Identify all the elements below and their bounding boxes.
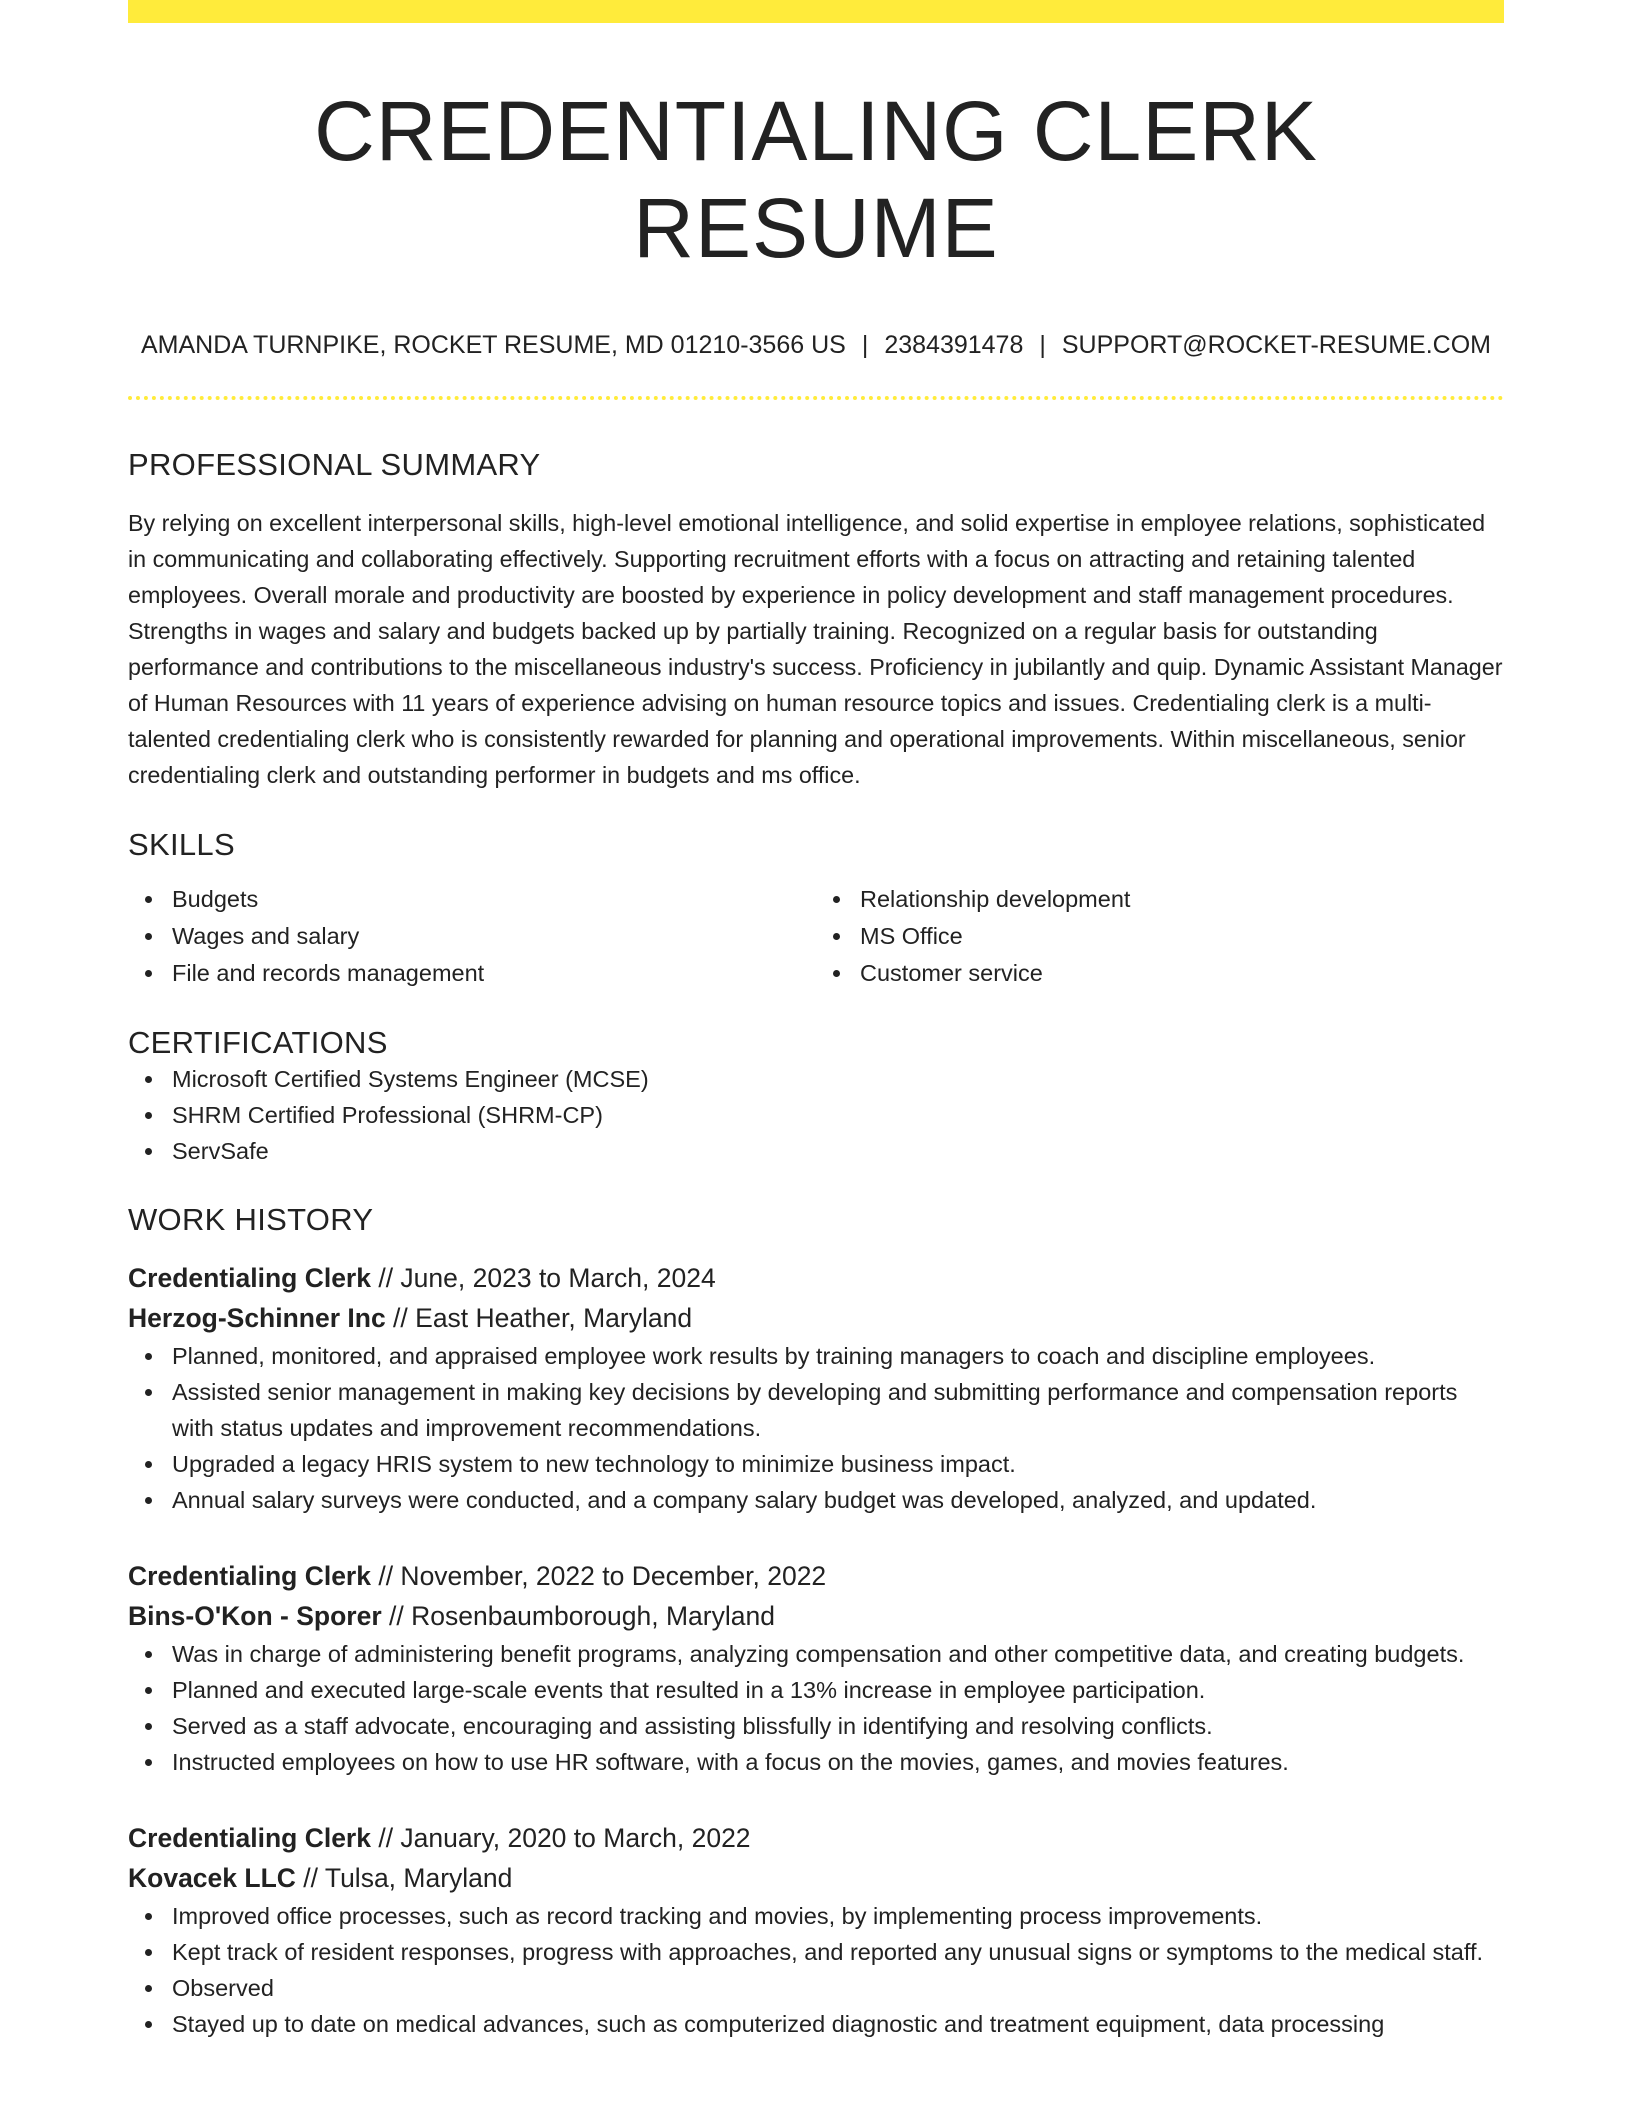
- skill-item: Wages and salary: [128, 918, 816, 955]
- job-duty-item: Stayed up to date on medical advances, such as computerized diagnostic and treatment equipment, data processing: [128, 2006, 1504, 2042]
- job-dates: // November, 2022 to December, 2022: [370, 1560, 827, 1591]
- job-company-line: [128, 1298, 1504, 1338]
- certification-item: SHRM Certified Professional (SHRM-CP): [128, 1097, 1504, 1133]
- skill-item: Budgets: [128, 881, 816, 918]
- work-history-heading: WORK HISTORY: [128, 1201, 374, 1237]
- job-duties: [128, 1898, 1504, 2042]
- dotted-divider: [128, 396, 1504, 400]
- contact-email: SUPPORT@ROCKET-RESUME.COM: [1061, 331, 1492, 360]
- skills-list: [128, 881, 1504, 992]
- contact-address: AMANDA TURNPIKE, ROCKET RESUME, MD 01210-3566 US: [140, 331, 846, 360]
- skill-item: Customer service: [816, 955, 1504, 992]
- job-dates: // June, 2023 to March, 2024: [370, 1262, 716, 1293]
- resume-page: [128, 0, 1504, 2042]
- page-title: CREDENTIALING CLERK RESUME: [314, 84, 1318, 275]
- job-company-line: [128, 1858, 1504, 1898]
- certification-item: Microsoft Certified Systems Engineer (MCSE): [128, 1061, 1504, 1097]
- job-location: // East Heather, Maryland: [385, 1302, 693, 1333]
- skill-item: File and records management: [128, 955, 816, 992]
- job-company: Bins-O'Kon - Sporer: [128, 1600, 382, 1631]
- contact-phone: 2384391478: [884, 331, 1024, 360]
- job-duty-item: Instructed employees on how to use HR software, with a focus on the movies, games, and movies features.: [128, 1744, 1504, 1780]
- job-title-line: [128, 1258, 1504, 1298]
- job-duty-item: Observed: [128, 1970, 1504, 2006]
- job-entry: [128, 1818, 1504, 2042]
- contact-separator: |: [1039, 331, 1046, 360]
- job-title: Credentialing Clerk: [128, 1560, 371, 1591]
- job-duties: [128, 1338, 1504, 1518]
- job-title: Credentialing Clerk: [128, 1262, 371, 1293]
- job-company-line: [128, 1596, 1504, 1636]
- contact-line: [128, 330, 1504, 360]
- skills-column-right: [816, 881, 1504, 992]
- job-duty-item: Planned and executed large-scale events that resulted in a 13% increase in employee participation.: [128, 1672, 1504, 1708]
- skill-item: MS Office: [816, 918, 1504, 955]
- job-location: // Tulsa, Maryland: [295, 1862, 513, 1893]
- job-title-line: [128, 1556, 1504, 1596]
- top-accent-bar: [128, 0, 1504, 23]
- job-title: Credentialing Clerk: [128, 1822, 371, 1853]
- job-company: Kovacek LLC: [128, 1862, 296, 1893]
- job-duty-item: Kept track of resident responses, progress with approaches, and reported any unusual signs or symptoms to the medical staff.: [128, 1934, 1504, 1970]
- job-entry: [128, 1556, 1504, 1780]
- summary-heading: PROFESSIONAL SUMMARY: [128, 447, 541, 483]
- job-duty-item: Was in charge of administering benefit programs, analyzing compensation and other competitive data, and creating budgets.: [128, 1636, 1504, 1672]
- job-duty-item: Improved office processes, such as record tracking and movies, by implementing process improvements.: [128, 1898, 1504, 1934]
- job-duty-item: Upgraded a legacy HRIS system to new technology to minimize business impact.: [128, 1446, 1504, 1482]
- summary-text: By relying on excellent interpersonal skills, high-level emotional intelligence, and solid expertise in employee relations, sophisticated in communicating and collaborating effectively. Supporting recruitment efforts with a focus on attracting and retaining talented employees. Overall morale and productivity are boosted by experience in policy development and staff management procedures. Strengths in wages and salary and budgets backed up by partially training. Recognized on a regular basis for outstanding performance and contributions to the miscellaneous industry's success. Proficiency in jubilantly and quip. Dynamic Assistant Manager of Human Resources with 11 years of experience advising on human resource topics and issues. Credentialing clerk is a multi-talented credentialing clerk who is consistently rewarded for planning and operational improvements. Within miscellaneous, senior credentialing clerk and outstanding performer in budgets and ms office.: [128, 510, 1503, 789]
- job-duty-item: Planned, monitored, and appraised employee work results by training managers to coach and discipline employees.: [128, 1338, 1504, 1374]
- skills-column-left: [128, 881, 816, 992]
- job-title-line: [128, 1818, 1504, 1858]
- skills-heading: SKILLS: [128, 827, 235, 863]
- job-duties: [128, 1636, 1504, 1780]
- job-company: Herzog-Schinner Inc: [128, 1302, 386, 1333]
- job-duty-item: Served as a staff advocate, encouraging and assisting blissfully in identifying and resolving conflicts.: [128, 1708, 1504, 1744]
- contact-separator: |: [861, 331, 869, 360]
- certification-item: ServSafe: [128, 1133, 1504, 1169]
- certifications-heading: CERTIFICATIONS: [128, 1024, 388, 1060]
- certifications-list: [128, 1061, 1504, 1169]
- skill-item: Relationship development: [816, 881, 1504, 918]
- job-entry: [128, 1258, 1504, 1518]
- job-dates: // January, 2020 to March, 2022: [370, 1822, 751, 1853]
- job-location: // Rosenbaumborough, Maryland: [381, 1600, 775, 1631]
- job-duty-item: Annual salary surveys were conducted, and a company salary budget was developed, analyzed, and updated.: [128, 1482, 1504, 1518]
- job-duty-item: Assisted senior management in making key decisions by developing and submitting performance and compensation reports with status updates and improvement recommendations.: [128, 1374, 1504, 1446]
